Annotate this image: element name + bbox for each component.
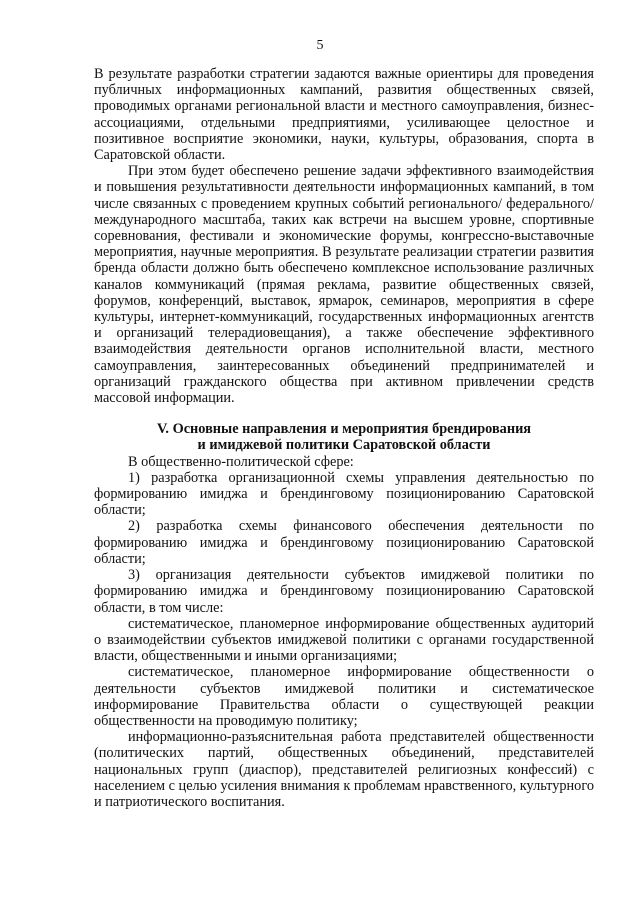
sub-item-1: систематическое, планомерное информирование общественных аудиторий о взаимодействии субъектов имиджевой политики с органами государственной власти, общественными и иными организациями; xyxy=(94,615,594,665)
list-item-3: 3) организация деятельности субъектов имиджевой политики по формированию имиджа и брендинговому позиционированию Саратовской области, в том числе: xyxy=(94,567,594,616)
sphere-intro: В общественно-политической сфере: xyxy=(128,453,354,470)
sub-item-3: информационно-разъяснительная работа представителей общественности (политических партий, общественных объединений, представителей национальных групп (диаспор), представителей религиозных конфессий) с населением с целью усиления внимания к проблемам нравственного, культурного и патриотического воспитания. xyxy=(94,729,594,810)
section-heading-line1: V. Основные направления и мероприятия брендирования xyxy=(156,421,532,438)
document-body xyxy=(94,66,594,810)
section-heading xyxy=(94,421,594,453)
page-number: 5 xyxy=(316,38,324,53)
list-item-1: 1) разработка организационной схемы управления деятельностью по формированию имиджа и брендинговому позиционированию Саратовской области; xyxy=(94,469,594,519)
list-item-2: 2) разработка схемы финансового обеспечения деятельности по формированию имиджа и брендинговому позиционированию Саратовской области; xyxy=(94,518,594,567)
section-heading-line2: и имиджевой политики Саратовской области xyxy=(197,437,491,454)
sub-item-2: систематическое, планомерное информирование общественности о деятельности субъектов имиджевой политики и систематическое информирование Правительства области о существующей реакции общественности на проводимую политику; xyxy=(94,664,594,729)
spacer xyxy=(94,406,594,421)
paragraph-strategy-orientation: В результате разработки стратегии задаются важные ориентиры для проведения публичных информационных кампаний, развития общественных связей, проводимых органами региональной власти и местного самоуправления, бизнес-ассоциациями, отдельными предприятиями, усиливающее целостное и позитивное восприятие экономики, науки, культуры, образования, спорта в Саратовской области. xyxy=(94,66,594,164)
paragraph-information-campaigns: При этом будет обеспечено решение задачи эффективного взаимодействия и повышения результативности деятельности информационных кампаний, в том числе связанных с проведением крупных событий регионального/ федерального/международного масштаба, таких как встречи на высшем уровне, спортивные соревнования, фестивали и экономические форумы, конгрессно-выставочные мероприятия, научные мероприятия. В результате реализации стратегии развития бренда области должно быть обеспечено комплексное использование различных каналов коммуникаций (прямая реклама, развитие общественных связей, форумов, конференций, выставок, ярмарок, семинаров, мероприятия в сфере культуры, интернет-коммуникаций, государственных информационных агентств и организаций телерадиовещания), а также обеспечение эффективного взаимодействия деятельности органов исполнительной власти, местного самоуправления, заинтересованных объединений предпринимателей и организаций гражданского общества при активном привлечении средств массовой информации. xyxy=(94,163,594,407)
